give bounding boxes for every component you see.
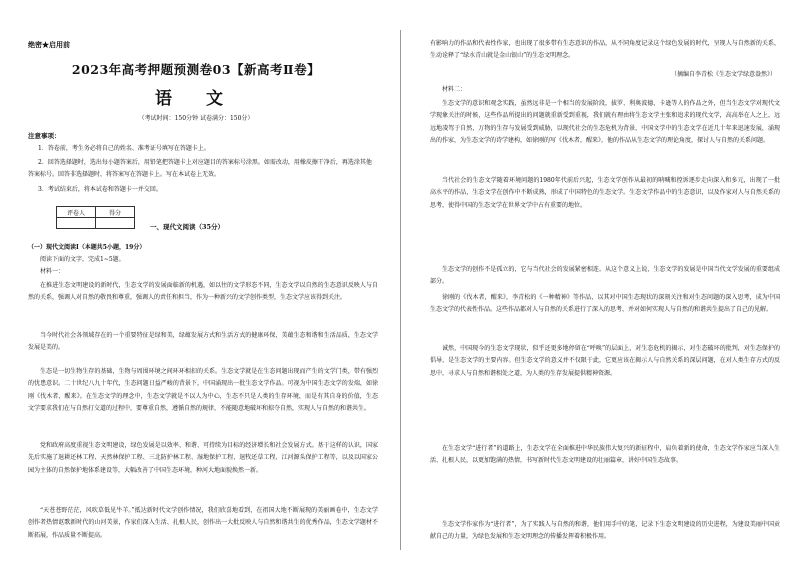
notes-heading: 注意事项：	[28, 132, 61, 140]
reading-heading: （一）现代文阅读Ⅰ（本题共5小题，19分）	[28, 244, 146, 251]
paragraph: 在推进生态文明建设的新时代，生态文学的发展面临新的机遇，如以往的文学形态不同，生态文学以自然的生态意识反映人与自然的关系，强调人对自然的敬畏和尊重，强调人的责任和担当，作为一种新兴的文学创作类型，生态文学应该得到关注。	[28, 282, 378, 302]
paragraph: 在生态文学“进行者”的道路上，生态文学在全面推进中华民族伟大复兴的新征程中，肩负着新的使命，生态文学作家应当深入生活、扎根人民，以更加饱满的热情，书写新时代生态文明建设的壮丽篇章，讲好中国生态故事。	[430, 445, 780, 465]
reading-instruction: 阅读下面的文字，完成1~5题。	[40, 256, 125, 263]
paragraph: 当今时代社会各领域存在的一个重要特征是绿和美，绿蕴发展方式和生活方式的健康环保，美蕴生态和谐和生活品质，生态文学发展是美的。	[28, 332, 378, 352]
score-table-grader-cell	[57, 218, 96, 229]
paragraph: 生态是一切生物生存的基础，生物与周围环境之间环环相扣的关系。生态文学就是在生态问题出现而产生的文学门类，带有强烈的忧患意识。二十世纪八九十年代，生态问题日益严峻的背景下，中国涌现出一批生态文学作品。可视为中国生态文学的发端，如徐刚《伐木者，醒来》。在生态文学的理念中，生态文学就是不以人为中心，生态不只是人类的生存环境，而是有其自身的价值，生态文学要求我们在与自然打交道的过程中，要尊重自然，遵循自然的规律，不能随意地破坏和掠夺自然，实现人与自然的和谐共生。	[28, 368, 378, 412]
material-label: 材料一：	[40, 268, 65, 275]
note-item: 1．答卷前，考生务必将自己的姓名、准考证号填写在答题卡上。	[38, 145, 210, 152]
paragraph: 党和政府高度重视生态文明建设，绿色发展是以效率、和谐、可持续为目标的经济增长和社会发展方式。基于这样的认识，国家先后实施了退耕还林工程、天然林保护工程、三北防护林工程、湿地保护工程、退牧还草工程、江河源头保护工程等，以及以国家公园为主体的自然保护地体系建设等，大幅改善了中国生态环境，种河大地面貌焕然一新。	[28, 442, 378, 474]
paragraph: 生态文学作家作为“进行者”，为了实践人与自然的和谐，他们用手中的笔，记录下生态文明建设的历史进程，为建设美丽中国贡献自己的力量，为绿色发展和生态文明理念的传播发挥着积极作用。	[430, 521, 780, 541]
score-table-score-header: 得分	[96, 207, 135, 218]
paragraph: 生态文学的创作不是孤立的，它与当代社会的发展紧密相连。从这个意义上说，生态文学的发展是中国当代文学发展的重要组成部分。	[430, 266, 780, 286]
score-table-score-cell	[96, 218, 135, 229]
right-page	[408, 0, 800, 566]
paragraph: 有影响力的作品和代表性作家，也出现了很多带有生态意识的作品，从不同角度记录这个绿色发展的时代，呈现人与自然新的关系，生动诠释了“绿水青山就是金山银山”的生态文明理念。	[430, 40, 780, 60]
score-table	[56, 206, 135, 229]
exam-info: （考试时间：150分钟 试卷满分：150分）	[138, 115, 254, 122]
section-heading: 一、现代文阅读（35分）	[150, 223, 225, 231]
source-citation: （摘编自李青松《生态文学绿意盎然》）	[670, 71, 776, 78]
paragraph: 生态文学的意识和观念实践，虽然远非是一个相当的发展阶段，拔罗、利奥波德、卡逊等人的作品之外，但当生态文学对现代文学现象关注的时候，这些作品所提出的问题就重新受到重视，我们就有理由将生态文学主张和追求的现代文学，高高举在人之上，远远地凌驾于自然，万物的生存与发展受到威胁，以现代社会的生态危机为背景，中国文学中的生态文学在近几十年来迅速发展，涌现出的作家，为生态文学的诗学建构，如徐刚的写《伐木者，醒来》，他的作品从生态文学的理论角度，探讨人与自然的关系问题。	[430, 100, 780, 144]
paragraph: 当代社会的生态文学随着环境问题的1980年代前后兴起，生态文学创作从最初的呐喊和控诉逐步走向深入和多元，出现了一批高水平的作品，生态文学在创作中不断成熟，形成了中国特色的生态文学。生态文学作品中的生态意识，以及作家对人与自然关系的思考，使得中国的生态文学在世界文学中占有重要的地位。	[430, 177, 780, 209]
paragraph: “天苍苍野茫茫，风吹草低见牛羊。”抵达新时代文学创作情况，我们欣喜地看到，在祖国大地不断展现的美丽画卷中，生态文学创作者热情讴歌新时代的山河美景，作家们深入生活、扎根人民，创作出一大批反映人与自然和谐共生的优秀作品，生态文学题材不断拓展，作品质量不断提高。	[28, 507, 378, 539]
paragraph: 诚然，中国现今的生态文学现状，似乎还更多地停留在“呼唤”的层面上，对生态危机的揭示，对生态破坏的批判，对生态保护的倡导，是生态文学的主要内容。但生态文学的意义并不仅限于此，它更应该在揭示人与自然关系的深层问题，在对人类生存方式的反思中，寻求人与自然和谐相处之道，为人类的生存发展提供精神资源。	[430, 345, 780, 377]
exam-title: 2023年高考押题预测卷03【新高考Ⅱ卷】	[71, 62, 321, 77]
subject-title: 语 文	[155, 89, 237, 109]
material-label: 材料二：	[442, 86, 467, 93]
page-divider	[400, 30, 401, 550]
paragraph: 徐刚的《伐木者，醒来》，李青松的《一种精神》等作品，以其对中国生态现状的深刻关注和对生态问题的深入思考，成为中国生态文学的代表性作品。这些作品都对人与自然的关系进行了深入的思考，并对如何实现人与自然的和谐共生提出了自己的见解。	[430, 294, 780, 314]
score-table-grader-header: 评卷人	[57, 207, 96, 218]
left-page	[0, 0, 392, 566]
note-item: 2．回答选择题时，选出每小题答案后，用铅笔把答题卡上对应题目的答案标号涂黑。如需改动，用橡皮擦干净后，再选涂其他答案标号。回答非选择题时，将答案写在答题卡上。写在本试卷上无效。	[28, 159, 372, 178]
secret-label: 绝密★启用前	[28, 40, 70, 49]
note-item: 3．考试结束后，将本试卷和答题卡一并交回。	[38, 186, 162, 193]
